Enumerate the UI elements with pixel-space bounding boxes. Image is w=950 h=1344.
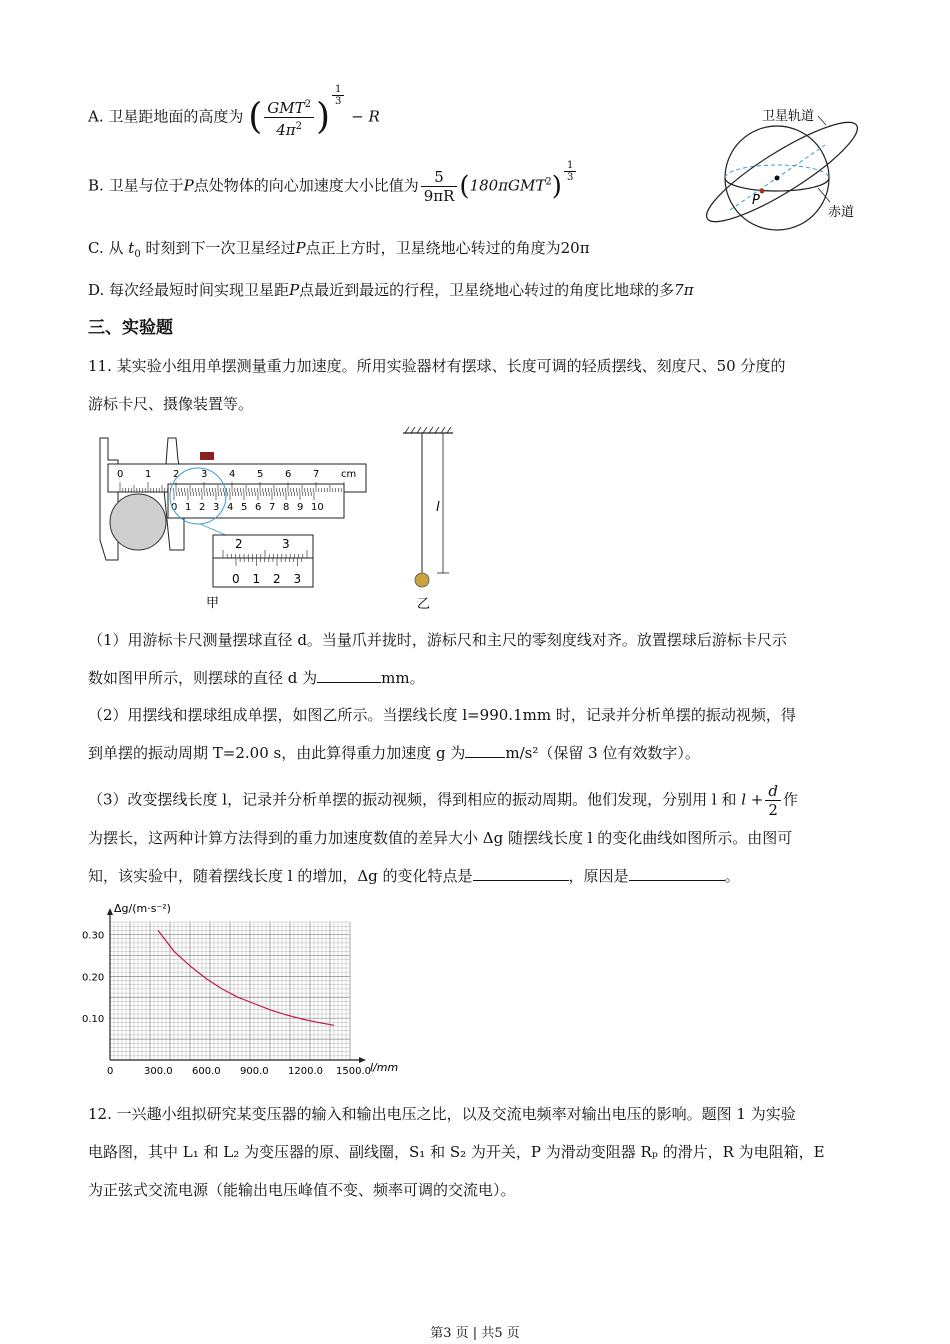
q12-line3: 为正弦式交流电源（能输出电压峰值不变、频率可调的交流电）。 [88, 1181, 516, 1199]
frac-prefix: l + [741, 790, 764, 809]
x-tick-label: 1200.0 [288, 1066, 323, 1077]
outer-exponent [564, 160, 576, 183]
pendulum-bob [415, 573, 429, 587]
paren-right: ) [315, 96, 331, 138]
exp-num: 1 [332, 84, 344, 96]
x-tick-label: 900.0 [240, 1066, 269, 1077]
exponent: 2 [545, 176, 552, 188]
vernier-label: 2 [199, 502, 206, 513]
option-label: D. [88, 281, 105, 299]
zoom-top-label: 3 [282, 537, 290, 551]
section-heading: 三、实验题 [88, 318, 173, 338]
zoom-top-label: 2 [235, 537, 243, 551]
point-p: P [295, 239, 306, 257]
p-label: P [752, 193, 760, 208]
main-scale-label: 6 [285, 469, 292, 480]
text: mm。 [381, 669, 425, 687]
main-scale-label: 3 [201, 469, 208, 480]
answer-blank[interactable] [317, 668, 381, 683]
pendulum-ball [110, 494, 166, 550]
page-footer: 第3 页 | 共5 页 [430, 1326, 520, 1341]
fraction [765, 782, 781, 819]
text: 数如图甲所示，则摆球的直径 d 为 [88, 669, 318, 687]
t-symbol: t [128, 239, 135, 257]
caliper-figure [88, 430, 378, 615]
exponent: 2 [295, 121, 302, 132]
x-tick-label: 300.0 [144, 1066, 173, 1077]
option-value: 7π [674, 281, 694, 299]
zoom-bottom-label: 2 [273, 572, 281, 586]
zoom-bottom-label: 1 [252, 572, 261, 586]
vernier-label: 7 [269, 502, 276, 513]
text: ，原因是 [568, 867, 629, 885]
vernier-label: 0 [171, 502, 178, 513]
frac-den: 4π [276, 121, 296, 139]
text: 。 [724, 867, 740, 885]
exponent: 2 [304, 99, 311, 110]
option-text: 从 [108, 239, 124, 257]
y-tick-label: 0.20 [82, 972, 105, 984]
q11-p3-line2: 为摆长，这两种计算方法得到的重力加速度数值的差异大小 Δg 随摆线长度 l 的变化曲线如图所示。由图可 [88, 829, 793, 847]
point-p: P [289, 281, 300, 299]
option-a [88, 84, 380, 139]
outer-exponent [332, 84, 344, 107]
chart-tick-labels [82, 931, 371, 1077]
text: （3）改变摆线长度 l，记录并分析单摆的振动视频，得到相应的振动周期。他们发现，分别用 l 和 [88, 790, 737, 809]
frac-num: d [765, 782, 781, 801]
q11-intro-2: 游标卡尺、摄像装置等。 [88, 395, 254, 413]
main-scale-label: 2 [173, 469, 180, 480]
zoom-bottom-label: 3 [293, 572, 302, 586]
vernier-label: 5 [241, 502, 248, 513]
main-scale-label: cm [341, 469, 357, 480]
paren-right: ) [551, 171, 562, 202]
vernier-label: 4 [227, 502, 234, 513]
fraction [421, 168, 458, 205]
x-tick-label: 1500.0 [336, 1066, 371, 1077]
main-scale-label: 7 [313, 469, 320, 480]
exp-den: 3 [566, 172, 574, 183]
text: 知，该实验中，随着摆线长度 l 的增加，Δg 的变化特点是 [88, 867, 473, 885]
q11-p2-line1: （2）用摆线和摆球组成单摆，如图乙所示。当摆线长度 l=990.1mm 时，记录并分析单摆的振动视频，得 [88, 706, 796, 724]
answer-blank[interactable] [465, 743, 505, 758]
satellite-figure [700, 100, 870, 235]
inner-expr: 180πGMT [469, 176, 546, 195]
paren-left: ( [248, 96, 263, 138]
frac-den: 9πR [423, 187, 455, 205]
x-tick-label: 0 [107, 1066, 114, 1077]
y-tick-label: 0.10 [82, 1014, 105, 1026]
main-scale-label: 1 [145, 469, 152, 480]
q12-line2: 电路图，其中 L₁ 和 L₂ 为变压器的原、副线圈，S₁ 和 S₂ 为开关，P 为滑动变阻器 Rₚ 的滑片，R 为电阻箱，E [88, 1143, 825, 1161]
vernier-label: 3 [213, 502, 220, 513]
q11-p1-line1: （1）用游标卡尺测量摆球直径 d。当量爪并拢时，游标尺和主尺的零刻度线对齐。放置摆球后游标卡尺示 [88, 631, 787, 649]
text: 到单摆的振动周期 T=2.00 s，由此算得重力加速度 g 为 [88, 744, 466, 762]
lock-screw [200, 452, 214, 460]
option-text: 点正上方时，卫星绕地心转过的角度为 [305, 239, 561, 257]
paren-left: ( [459, 171, 470, 202]
answer-blank[interactable] [473, 866, 569, 881]
t-subscript: 0 [134, 249, 141, 260]
point-p: P [183, 176, 194, 195]
q12-line1: 12. 一兴趣小组拟研究某变压器的输入和输出电压之比，以及交流电频率对输出电压的影响。题图 1 为实验 [88, 1105, 796, 1123]
q11-p3-line3 [88, 866, 740, 886]
zoom-bottom-label: 0 [232, 572, 240, 586]
x-axis-arrow [359, 1057, 366, 1063]
earth-center [775, 176, 780, 181]
y-tick-label: 0.30 [82, 930, 105, 942]
option-text: 卫星与位于 [108, 176, 184, 195]
exp-den: 3 [335, 96, 342, 107]
fraction [264, 96, 314, 139]
option-text: 每次经最短时间实现卫星距 [109, 281, 290, 299]
main-scale-label: 4 [229, 469, 236, 480]
vernier-label: 8 [283, 502, 290, 513]
equator-label: 赤道 [828, 205, 855, 220]
text: 作 [782, 790, 798, 809]
orbit-label: 卫星轨道 [762, 109, 815, 124]
option-text: 点处物体的向心加速度大小比值为 [193, 176, 419, 195]
vernier-label: 1 [185, 502, 192, 513]
option-value: 20π [560, 239, 590, 257]
pendulum-figure [395, 425, 465, 615]
frac-num: 5 [421, 168, 458, 187]
x-tick-label: 600.0 [192, 1066, 221, 1077]
option-label: C. [88, 239, 104, 257]
q11-p2-line2 [88, 743, 700, 763]
delta-g-chart [80, 900, 420, 1085]
length-label: l [436, 500, 440, 515]
answer-blank[interactable] [629, 866, 725, 881]
frac-num: GMT [267, 99, 305, 117]
point-p-marker [760, 189, 765, 194]
option-tail: − R [351, 107, 380, 126]
exp-num: 1 [564, 160, 576, 172]
option-label: A. [88, 107, 104, 126]
x-axis-label: l/mm [370, 1061, 399, 1074]
chart-grid [110, 922, 350, 1060]
q11-p1-line2 [88, 668, 425, 688]
y-axis-arrow [107, 908, 113, 915]
main-scale-label: 5 [257, 469, 264, 480]
fig-jia-label: 甲 [206, 596, 220, 611]
y-axis-label: Δg/(m·s⁻²) [114, 902, 171, 915]
option-text: 点最近到最远的行程，卫星绕地心转过的角度比地球的多 [299, 281, 675, 299]
option-d [88, 280, 694, 300]
option-b [88, 160, 578, 205]
option-c [88, 238, 590, 265]
text: m/s²（保留 3 位有效数字）。 [505, 744, 700, 762]
frac-den: 2 [768, 801, 778, 819]
fixed-jaw [100, 438, 118, 560]
main-scale-label: 0 [117, 469, 124, 480]
option-text: 卫星距地面的高度为 [108, 107, 244, 126]
vernier-label: 10 [311, 502, 324, 513]
vernier-label: 9 [297, 502, 304, 513]
ceiling-hatch [405, 427, 451, 433]
orbit-leader [818, 116, 826, 125]
vernier-label: 6 [255, 502, 262, 513]
option-label: B. [88, 176, 104, 195]
q11-intro-1: 11. 某实验小组用单摆测量重力加速度。所用实验器材有摆球、长度可调的轻质摆线、刻度尺、50 分度的 [88, 357, 786, 375]
fig-yi-label: 乙 [417, 597, 431, 612]
option-text: 时刻到下一次卫星经过 [145, 239, 296, 257]
q11-p3-line1 [88, 782, 798, 819]
